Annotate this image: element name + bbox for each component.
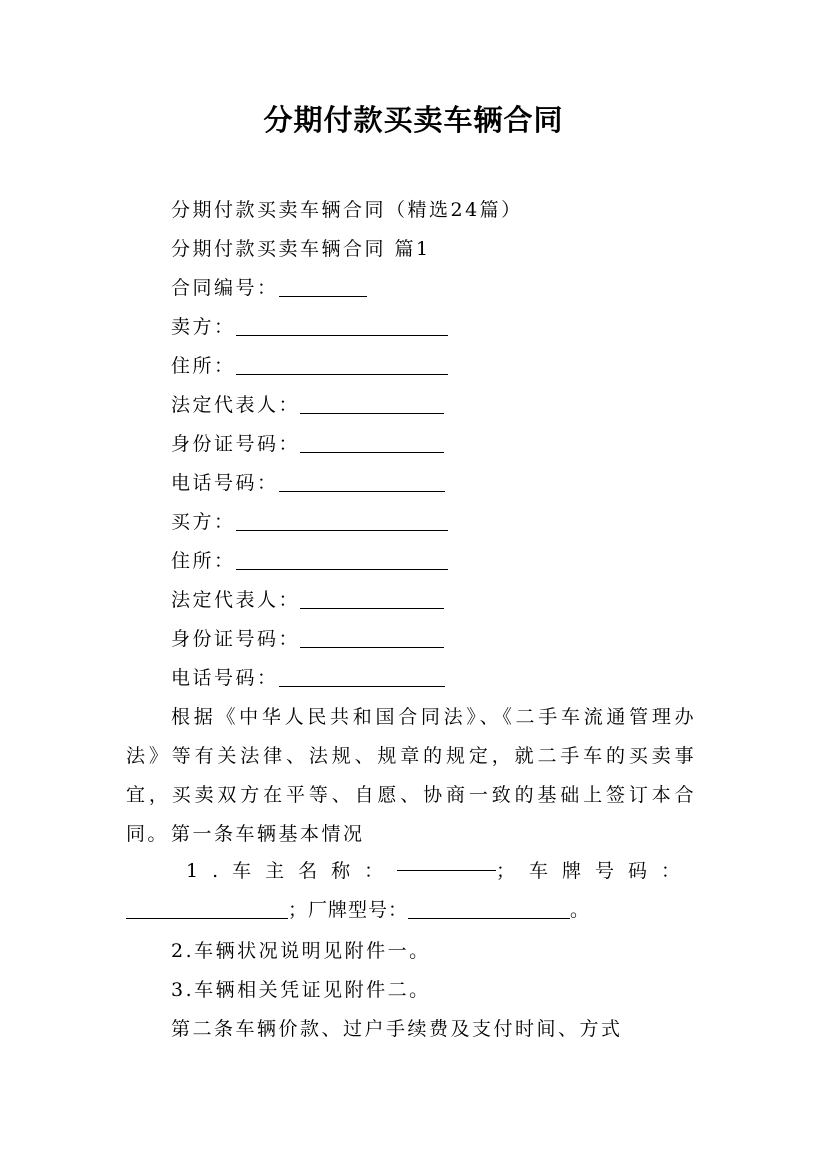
field-label: 法定代表人： xyxy=(171,589,301,611)
blank-line xyxy=(126,900,288,919)
item-1-row-1 xyxy=(126,852,694,891)
field-seller-id xyxy=(171,432,444,456)
field-label: 身份证号码： xyxy=(171,628,301,650)
intro-paragraph: 根据《中华人民共和国合同法》、《二手车流通管理办法》等有关法律、法规、规章的规定，就二手车的买卖事宜，买卖双方在平等、自愿、协商一致的基础上签订本合同。 xyxy=(126,706,696,845)
document-subtitle: 分期付款买卖车辆合同（精选24篇） xyxy=(171,199,523,221)
blank-line xyxy=(279,278,367,297)
field-label: 法定代表人： xyxy=(171,394,301,416)
field-buyer-address xyxy=(171,549,448,573)
blank-line xyxy=(236,317,448,336)
blank-line xyxy=(236,356,448,375)
blank-line xyxy=(236,512,448,531)
field-contract-no xyxy=(171,276,367,300)
article-1-heading: 第一条车辆基本情况 xyxy=(171,823,365,845)
item-1 xyxy=(126,852,694,930)
blank-line xyxy=(397,852,496,871)
blank-line xyxy=(236,551,448,570)
blank-line xyxy=(300,434,444,453)
blank-line xyxy=(279,473,445,492)
item-1-row-2 xyxy=(126,891,694,930)
field-buyer xyxy=(171,510,448,534)
field-buyer-rep xyxy=(171,588,444,612)
field-seller-address xyxy=(171,354,448,378)
model-label: ；厂牌型号： xyxy=(288,899,409,921)
field-label: 合同编号： xyxy=(171,277,279,299)
section-heading: 分期付款买卖车辆合同 篇1 xyxy=(171,238,431,260)
end-mark: 。 xyxy=(570,899,591,921)
field-buyer-phone xyxy=(171,666,445,690)
field-seller xyxy=(171,315,448,339)
blank-line xyxy=(408,900,570,919)
field-seller-rep xyxy=(171,393,444,417)
document-title: 分期付款买卖车辆合同 xyxy=(263,103,564,137)
article-2-heading: 第二条车辆价款、过户手续费及支付时间、方式 xyxy=(171,1018,623,1040)
field-label: 电话号码： xyxy=(171,472,279,494)
blank-line xyxy=(300,395,444,414)
item-2: 2.车辆状况说明见附件一。 xyxy=(171,940,431,962)
blank-line xyxy=(300,590,444,609)
field-label: 住所： xyxy=(171,550,236,572)
field-label: 电话号码： xyxy=(171,667,279,689)
field-buyer-id xyxy=(171,627,444,651)
blank-line xyxy=(300,629,444,648)
field-seller-phone xyxy=(171,471,445,495)
field-label: 身份证号码： xyxy=(171,433,301,455)
field-label: 卖方： xyxy=(171,316,236,338)
blank-line xyxy=(279,668,445,687)
plate-label: ；车牌号码： xyxy=(495,860,694,882)
owner-label: 1.车主名称： xyxy=(186,860,398,882)
item-3: 3.车辆相关凭证见附件二。 xyxy=(171,979,431,1001)
field-label: 住所： xyxy=(171,355,236,377)
field-label: 买方： xyxy=(171,511,236,533)
